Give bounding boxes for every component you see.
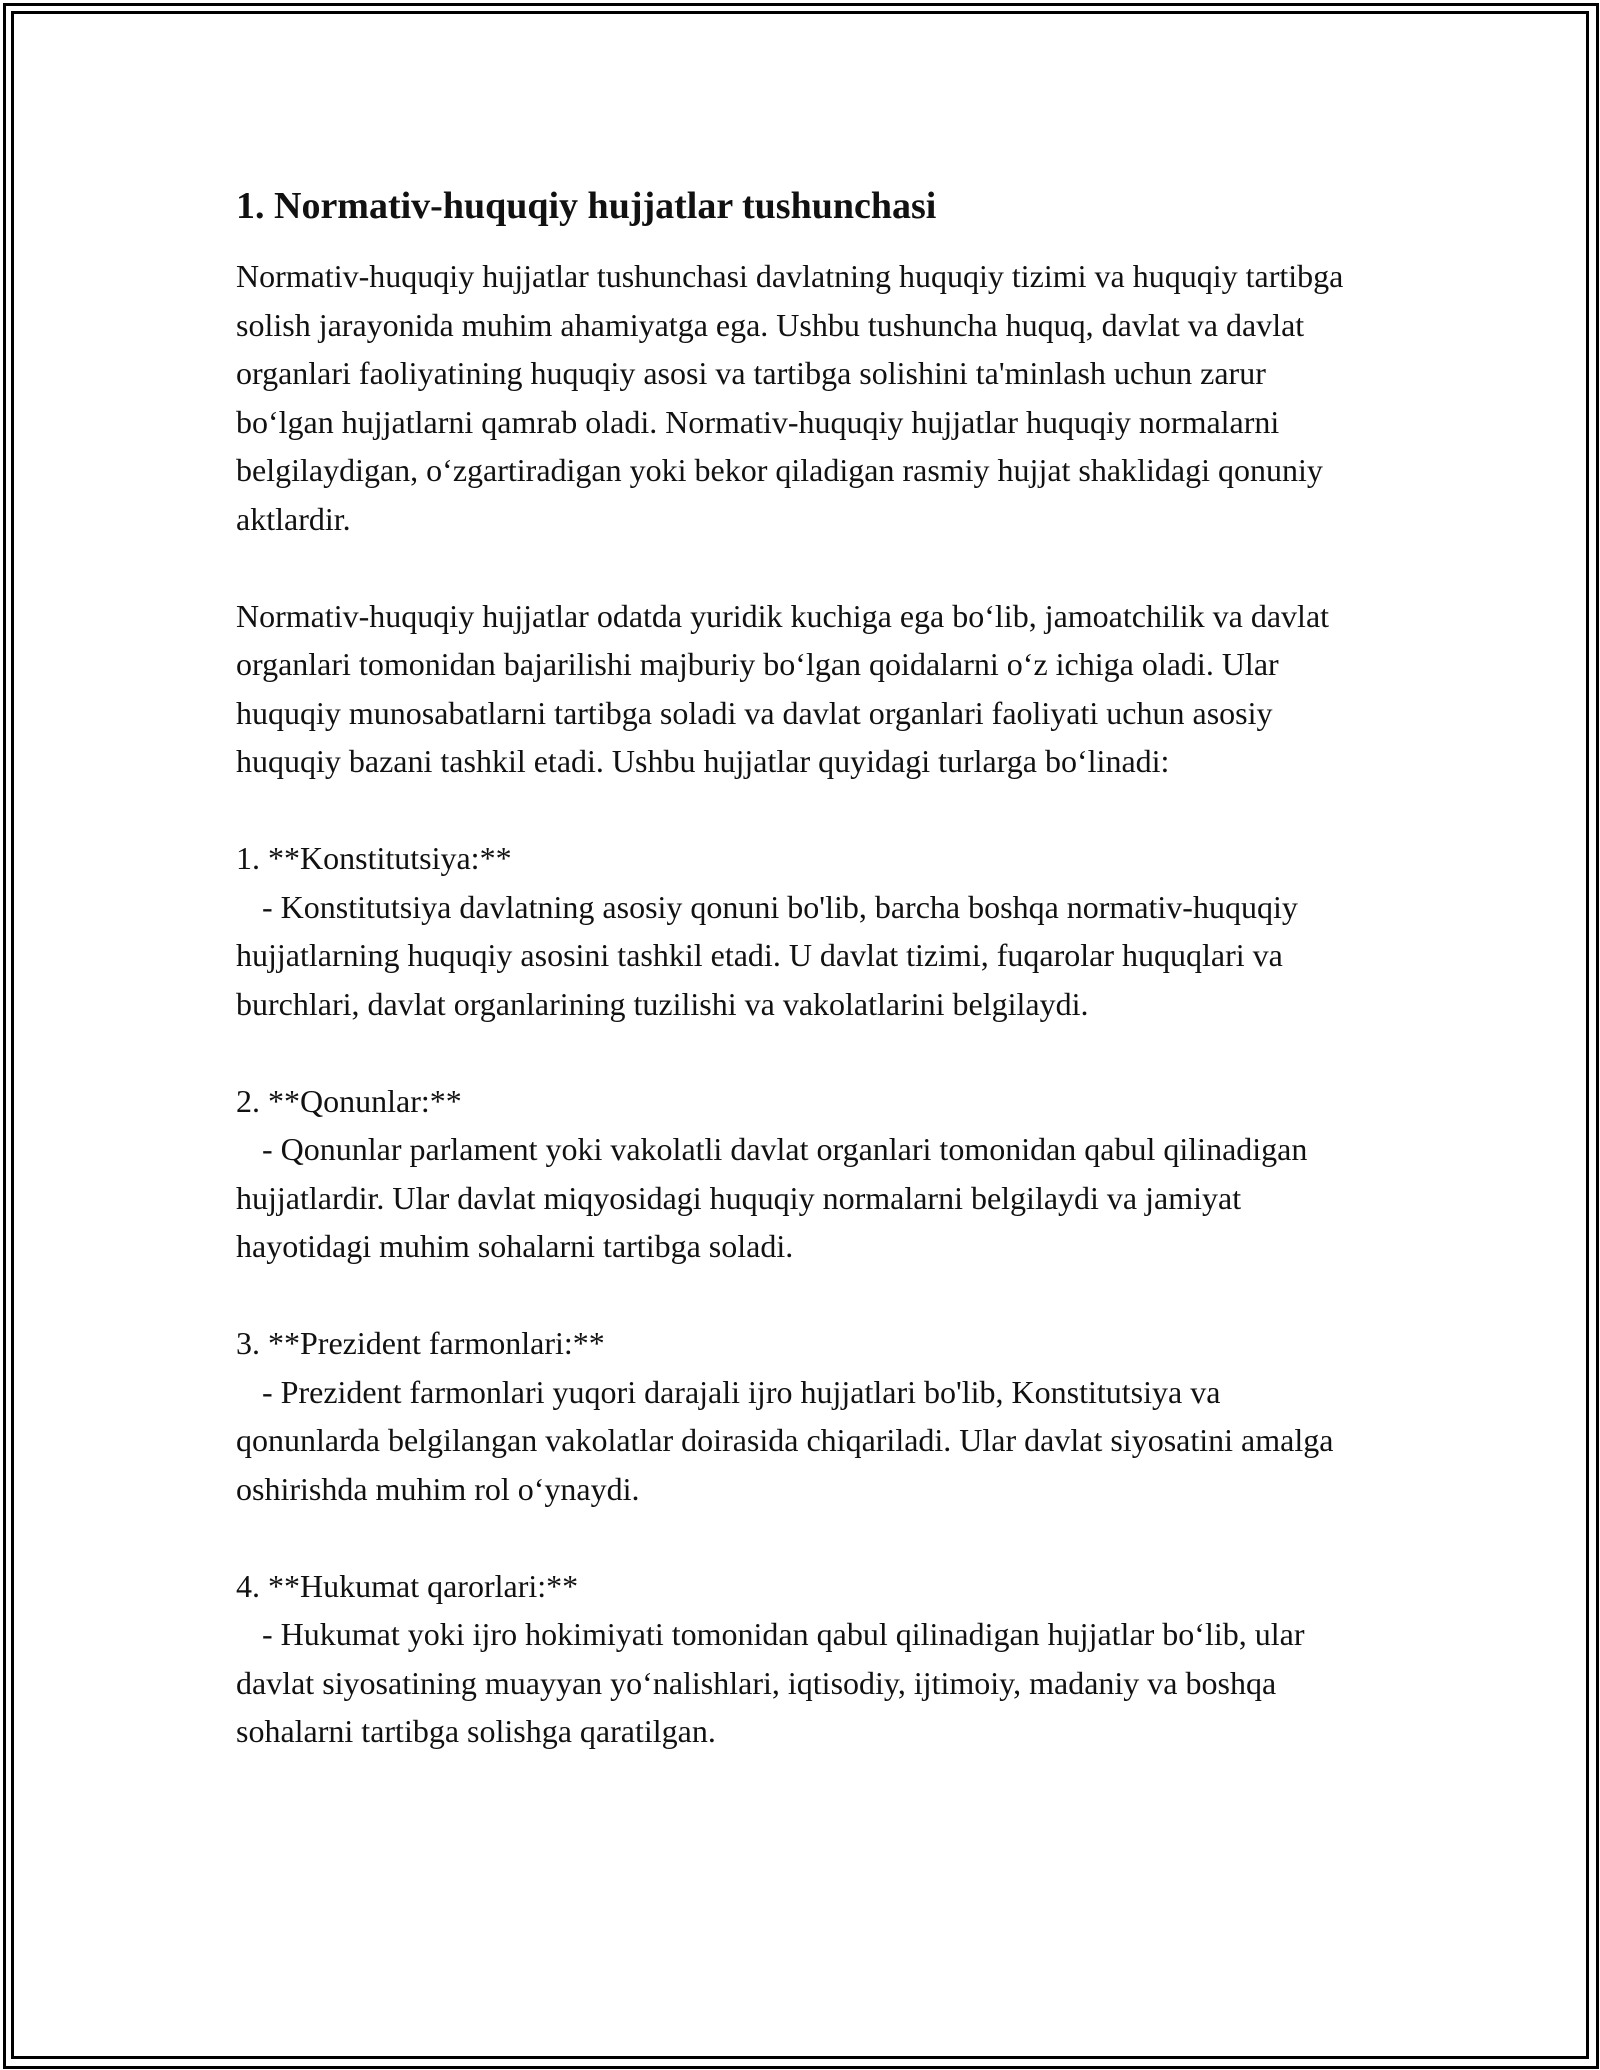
list-item-heading: 1. **Konstitutsiya:** <box>236 840 512 876</box>
paragraph-intro: Normativ-huquqiy hujjatlar tushunchasi davlatning huquqiy tizimi va huquqiy tartibga solish jarayonida muhim ahamiyatga ega. Ushbu tushuncha huquq, davlat va davlat organlari faoliyatining huquqiy asosi va tartibga solishini ta'minlash uchun zarur bo‘lgan hujjatlarni qamrab oladi. Normativ-huquqiy hujjatlar huquqiy normalarni belgilaydigan, o‘zgartiradigan yoki bekor qiladigan rasmiy hujjat shaklidagi qonuniy aktlardir. <box>236 258 1344 537</box>
list-item-text-wrapper <box>236 1368 1366 1514</box>
list-item-decrees <box>236 1319 1366 1513</box>
list-item-laws <box>236 1077 1366 1271</box>
list-item-text-wrapper <box>236 1125 1366 1271</box>
list-item-text: - Qonunlar parlament yoki vakolatli davlat organlari tomonidan qabul qilinadigan hujjatlardir. Ular davlat miqyosidagi huquqiy normalarni belgilaydi va jamiyat hayotidagi muhim sohalarni tartibga soladi. <box>236 1131 1308 1264</box>
list-item-heading: 4. **Hukumat qarorlari:** <box>236 1567 579 1604</box>
list-item-text: - Hukumat yoki ijro hokimiyati tomonidan qabul qilinadigan hujjatlar bo‘lib, ular davlat siyosatining muayyan yo‘nalishlari, iqtisodiy, ijtimoiy, madaniy va boshqa sohalarni tartibga solishga qaratilgan. <box>236 1616 1305 1749</box>
paragraph-gap <box>236 1271 1366 1320</box>
paragraph-gap <box>236 786 1366 835</box>
paragraph-gap <box>236 1513 1366 1562</box>
document-title: 1. Normativ-huquqiy hujjatlar tushunchasi <box>236 185 937 227</box>
list-item-text: - Prezident farmonlari yuqori darajali ijro hujjatlari bo'lib, Konstitutsiya va qonunlarda belgilangan vakolatlar doirasida chiqariladi. Ular davlat siyosatini amalga oshirishda muhim rol o‘ynaydi. <box>236 1373 1334 1507</box>
list-item-text-wrapper <box>236 1610 1366 1756</box>
document-body <box>236 182 1366 1756</box>
list-item-text: - Konstitutsiya davlatning asosiy qonuni bo'lib, barcha boshqa normativ-huquqiy hujjatlarning huquqiy asosini tashkil etadi. U davlat tizimi, fuqarolar huquqlari va burchlari, davlat organlarining tuzilishi va vakolatlarini belgilaydi. <box>236 888 1298 1022</box>
list-item-government-resolutions <box>236 1562 1366 1756</box>
paragraph-types: Normativ-huquqiy hujjatlar odatda yuridik kuchiga ega bo‘lib, jamoatchilik va davlat organlari tomonidan bajarilishi majburiy bo‘lgan qoidalarni o‘z ichiga oladi. Ular huquqiy munosabatlarni tartibga soladi va davlat organlari faoliyati uchun asosiy huquqiy bazani tashkil etadi. Ushbu hujjatlar quyidagi turlarga bo‘linadi: <box>236 597 1330 779</box>
list-item-constitution <box>236 834 1366 1028</box>
list-item-heading: 3. **Prezident farmonlari:** <box>236 1325 605 1361</box>
list-item-text-wrapper <box>236 883 1366 1029</box>
paragraph-gap <box>236 1028 1366 1077</box>
paragraph-gap <box>236 543 1366 592</box>
list-item-heading: 2. **Qonunlar:** <box>236 1082 462 1119</box>
